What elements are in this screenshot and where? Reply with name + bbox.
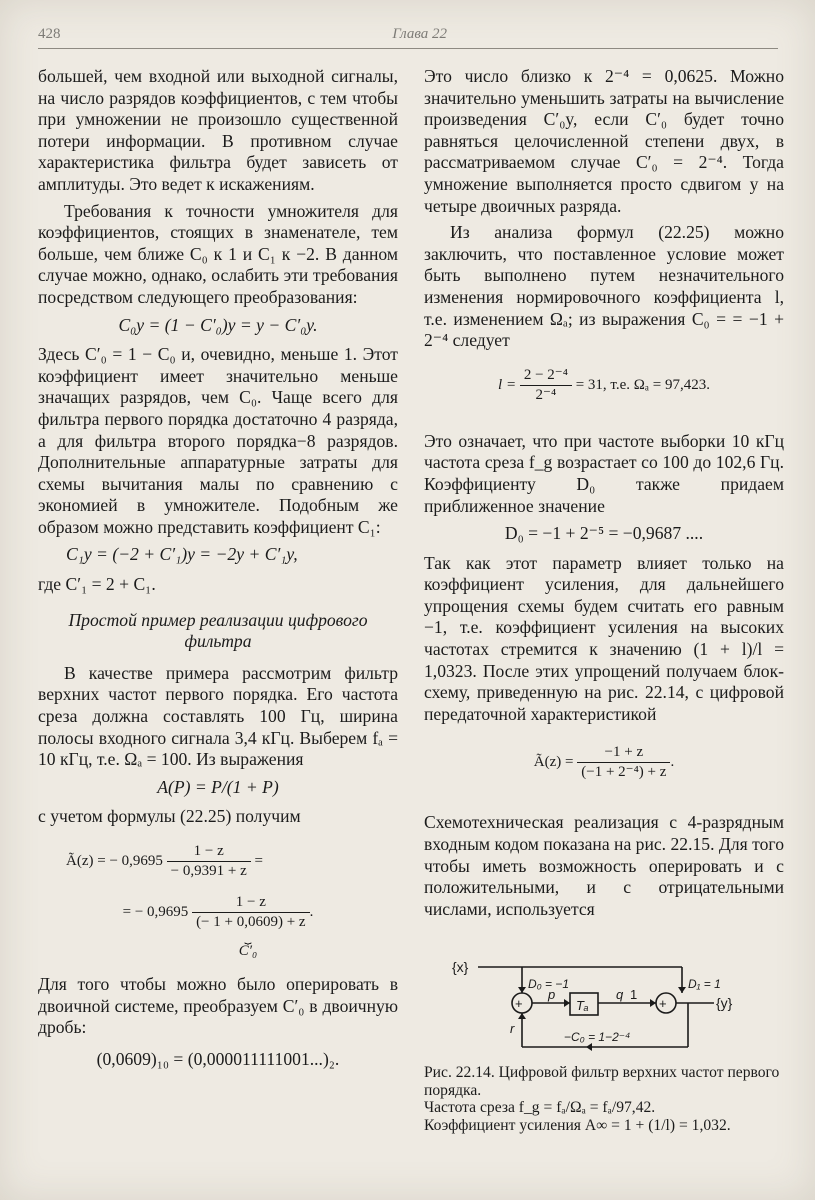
arrow-q bbox=[650, 999, 656, 1007]
underbrace: ⏟ bbox=[244, 930, 252, 944]
block-diagram bbox=[452, 955, 782, 1063]
paragraph: с учетом формулы (22.25) получим bbox=[38, 806, 301, 827]
one-label: 1 bbox=[630, 987, 638, 1002]
left-column bbox=[38, 66, 398, 1078]
plus-1: + bbox=[515, 996, 523, 1011]
d1-label: D₁ = 1 bbox=[688, 977, 721, 991]
fraction: $\frac{-1 + z}{\text{(−1 + 2⁻⁴) + z}}$ bbox=[577, 743, 670, 782]
equation: C₀y = (1 − C′₀)y = y − C′₀y. bbox=[118, 314, 318, 335]
p-label: p bbox=[548, 987, 556, 1002]
arrow-d0 bbox=[518, 987, 526, 993]
paragraph: Схемотехническая реализация с 4-разрядным входным кодом показана на рис. 22.15. Для того чтобы иметь возможность оперировать и с положительными, и с отрицательными числами, используется bbox=[424, 812, 784, 919]
arrow-d1 bbox=[678, 987, 686, 993]
underbrace-label: C′₀ bbox=[238, 943, 258, 959]
caption-line: Частота среза f_g = fₐ/Ωₐ = fₐ/97,42. bbox=[424, 1099, 656, 1117]
arrow-fb bbox=[518, 1013, 526, 1019]
arrow-p bbox=[564, 999, 570, 1007]
paragraph: Так как этот параметр влияет только на коэффициент усиления, для дальнейшего упрощения схемы будем считать его равным −1, т.е. коэффициент усиления на высоких частотах стремится к значению (1 + l)/l = 1,0323. После этих упрощений получаем блок-схему, приведенную на рис. 22.14, с цифровой передаточной характеристикой bbox=[424, 552, 784, 724]
d0-label: D₀ = −1 bbox=[528, 977, 570, 991]
equation: Ã(z) = − 0,9695 $\frac{1 - z}{- 0,9391 + z}$ = bbox=[66, 843, 263, 879]
paragraph: Из анализа формул (22.25) можно заключить, что поставленное условие может быть выполнено путем незначительного изменения нормировочного коэффициента l, т.е. изменением Ωₐ; из выражения C₀ = = −1 + 2⁻⁴ следует bbox=[424, 222, 784, 351]
fraction: $\frac{1 - z}{(- 1 + 0,0609) + z}$ bbox=[192, 893, 310, 932]
caption-line: Коэффициент усиления A∞ = 1 + (1/l) = 1,032. bbox=[424, 1116, 731, 1134]
right-column bbox=[424, 66, 784, 925]
paragraph: В качестве примера рассмотрим фильтр верхних частот первого порядка. Его частота среза должна составлять 100 Гц, ширина полосы входного сигнала 3,4 кГц. Выберем fₐ = 10 кГц, т.е. Ωₐ = 100. Из выражения bbox=[38, 662, 398, 770]
q-label: q bbox=[616, 987, 624, 1002]
fraction: $\frac{1 - z}{- 0,9391 + z}$ bbox=[167, 842, 251, 881]
paragraph: большей, чем входной или выходной сигналы, на число разрядов коэффициентов, с тем чтобы при умножении не произошло существенной потери информации. В противном случае характеристика фильтра будет зависеть от амплитуды. Это ведет к искажениям. bbox=[38, 66, 398, 194]
paragraph: Это означает, что при частоте выборки 10 кГц частота среза f_g возрастает со 100 до 102,6 Гц. Коэффициенту D₀ также придаем приближенное значение bbox=[424, 430, 784, 516]
equation: Ã(z) = $\frac{-1 + z}{\text{(−1 + 2⁻⁴) + z}}$ . bbox=[533, 744, 675, 781]
equation: C₁y = (−2 + C′₁)y = −2y + C′₁y, bbox=[66, 544, 298, 565]
paragraph: Требования к точности умножителя для коэффициентов, стоящих в знаменателе, тем больше, чем ближе C₀ к 1 и C₁ к −2. В данном случае можно, однако, ослабить эти требования посредством следующего преобразования: bbox=[38, 200, 398, 307]
r-label: r bbox=[510, 1021, 515, 1036]
feedback-label: −C₀ = 1−2⁻⁴ bbox=[564, 1030, 631, 1044]
equation: D₀ = −1 + 2⁻⁵ = −0,9687 .... bbox=[504, 523, 704, 544]
header-rule bbox=[38, 48, 778, 49]
input-label: {x} bbox=[452, 959, 469, 975]
equation: l = $\frac{\text{2 − 2⁻⁴}}{\text{2⁻⁴}}$ = 31, т.е. Ωₐ = 97,423. bbox=[498, 366, 710, 403]
section-heading: Простой пример реализации цифрового фильтра bbox=[68, 609, 368, 652]
paragraph: Для того чтобы можно было оперировать в двоичной системе, преобразуем C′₀ в двоичную дробь: bbox=[38, 974, 398, 1038]
equation: A(P) = P/(1 + P) bbox=[157, 776, 279, 797]
running-header bbox=[38, 26, 777, 50]
delay-label: Tₐ bbox=[576, 998, 589, 1013]
figure-caption bbox=[424, 1064, 784, 1134]
arrow-fb-dir bbox=[586, 1043, 592, 1051]
equation: (0,0609)₁₀ = (0,000011111001...)₂. bbox=[96, 1048, 340, 1069]
caption-line: Рис. 22.14. Цифровой фильтр верхних частот первого порядка. bbox=[424, 1064, 780, 1099]
chapter-title: Глава 22 bbox=[392, 26, 447, 42]
output-label: {y} bbox=[716, 995, 733, 1011]
paragraph: Здесь C′₀ = 1 − C₀ и, очевидно, меньше 1. Этот коэффициент имеет значительно меньше значащих разрядов, чем C₀. Чаще всего для фильтра первого порядка достаточно 4 разряда, а для фильтра второго порядка−8 разрядов. Дополнительные аппаратурные затраты для схемы вычитания малы по сравнению с экономией в умножителе. Подобным же образом можно представить коэффициент C₁: bbox=[38, 344, 398, 537]
plus-2: + bbox=[659, 996, 667, 1011]
page-number: 428 bbox=[38, 26, 61, 42]
fraction: $\frac{\text{2 − 2⁻⁴}}{\text{2⁻⁴}}$ bbox=[520, 366, 572, 405]
paragraph: где C′₁ = 2 + C₁. bbox=[38, 574, 156, 595]
equation: = − 0,9695 $\frac{1 - z}{(- 1 + 0,0609) + z}$ . bbox=[122, 894, 314, 930]
paragraph: Это число близко к 2⁻⁴ = 0,0625. Можно значительно уменьшить затраты на вычисление произведения C′₀y, если C′₀ будет точно равняться целочисленной степени двух, в рассматриваемом случае C′₀ = 2⁻⁴. Тогда умножение выполняется просто сдвигом y на четыре двоичных разряда. bbox=[424, 66, 784, 216]
